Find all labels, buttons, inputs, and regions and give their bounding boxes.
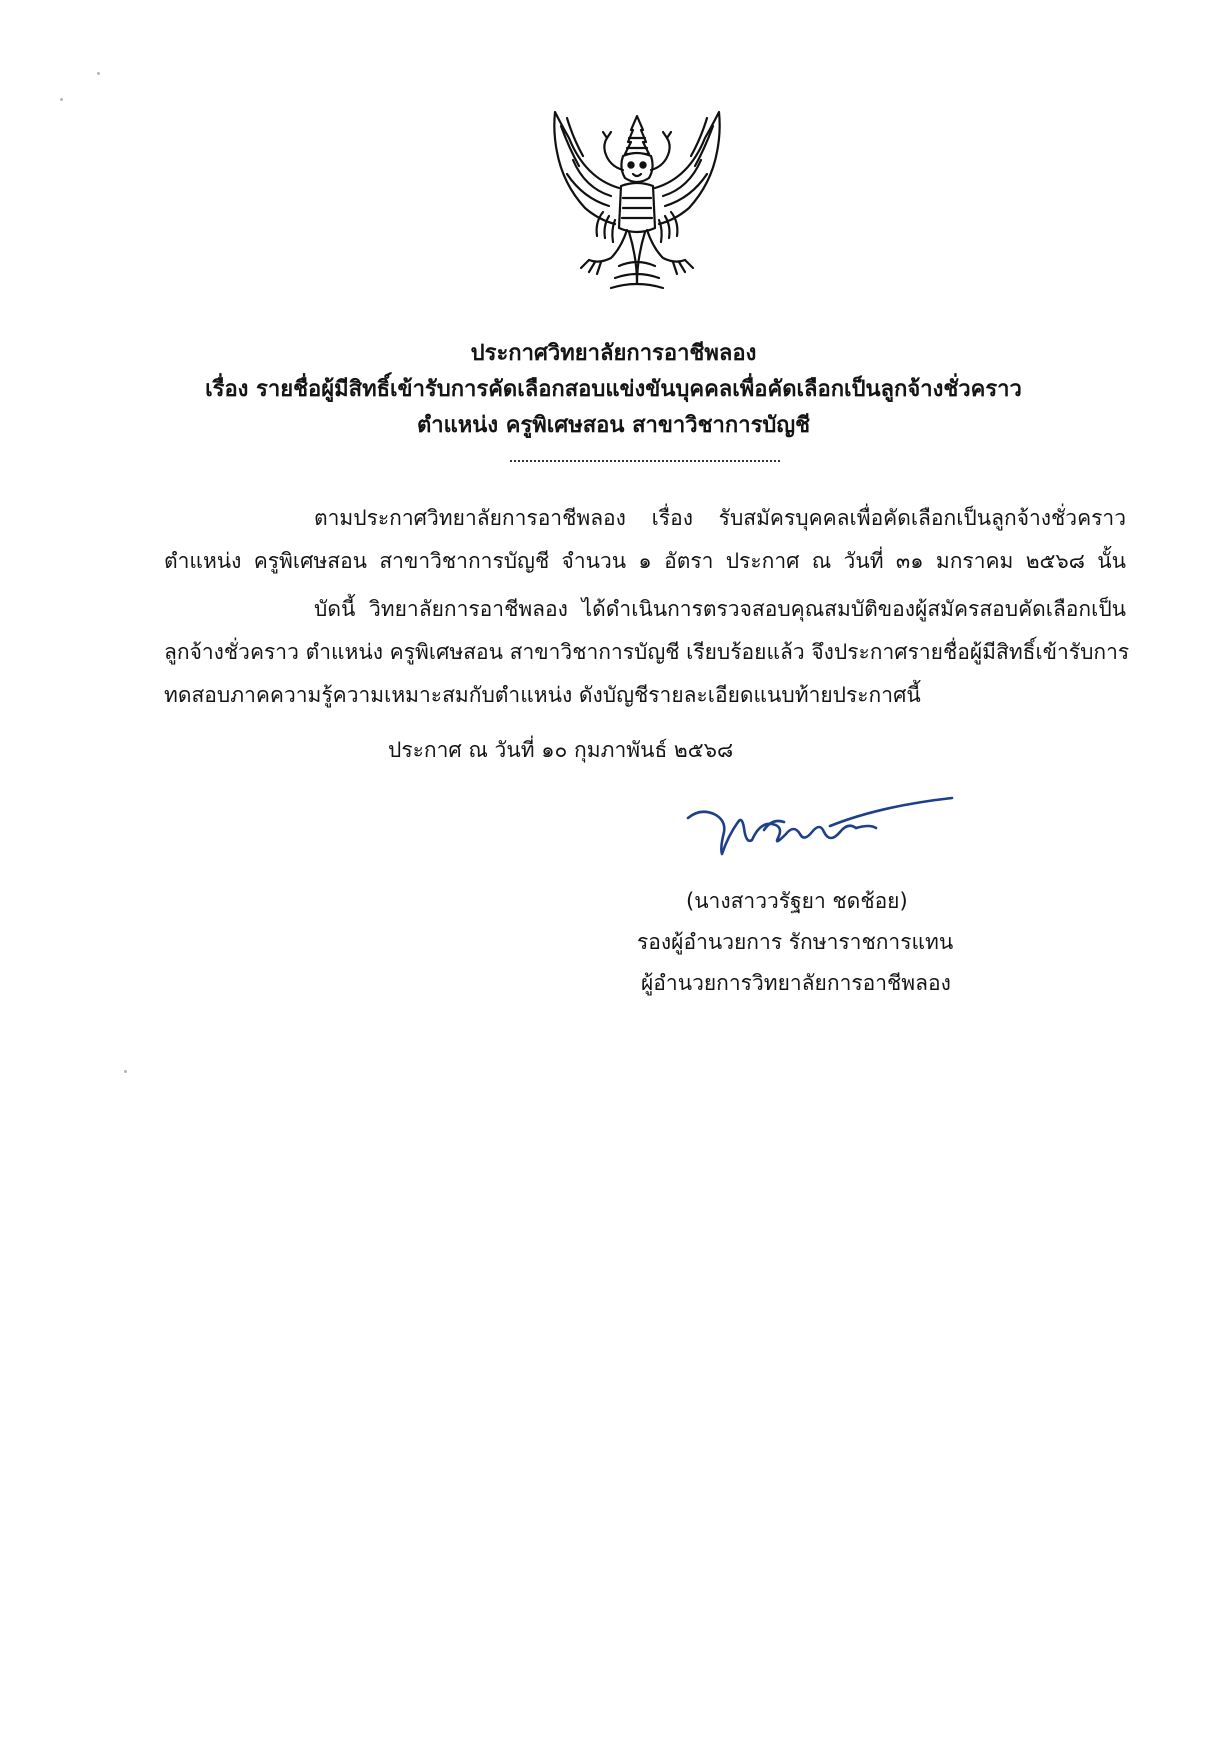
announcement-title: ประกาศวิทยาลัยการอาชีพลอง [470, 341, 757, 366]
paragraph1-line1: ตามประกาศวิทยาลัยการอาชีพลอง เรื่อง รับสมัครบุคคลเพื่อคัดเลือกเป็นลูกจ้างชั่วคราว [314, 506, 1126, 530]
paragraph2-line2: ลูกจ้างชั่วคราว ตำแหน่ง ครูพิเศษสอน สาขาวิชาการบัญชี เรียบร้อยแล้ว จึงประกาศรายชื่อผู้มีสิทธิ์เข้ารับการ [164, 640, 1130, 664]
announcement-date: ประกาศ ณ วันที่ ๑๐ กุมภาพันธ์ ๒๕๖๘ [388, 738, 734, 762]
paragraph1-line2: ตำแหน่ง ครูพิเศษสอน สาขาวิชาการบัญชี จำนวน ๑ อัตรา ประกาศ ณ วันที่ ๓๑ มกราคม ๒๕๖๘ นั้น [164, 549, 1126, 573]
announcement-position: ตำแหน่ง ครูพิเศษสอน สาขาวิชาการบัญชี [416, 413, 811, 438]
paragraph2-line3: ทดสอบภาคความรู้ความเหมาะสมกับตำแหน่ง ดังบัญชีรายละเอียดแนบท้ายประกาศนี้ [164, 683, 921, 707]
dotted-separator [510, 460, 780, 462]
signatory-position-acting: รองผู้อำนวยการ รักษาราชการแทน [637, 930, 954, 954]
signatory-name: (นางสาววรัฐยา ชดช้อย) [686, 889, 908, 913]
scan-speck [60, 98, 63, 101]
paragraph2-line1: บัดนี้ วิทยาลัยการอาชีพลอง ได้ดำเนินการตรวจสอบคุณสมบัติของผู้สมัครสอบคัดเลือกเป็น [314, 597, 1126, 621]
scan-speck [124, 1070, 127, 1073]
signatory-position-director: ผู้อำนวยการวิทยาลัยการอาชีพลอง [641, 971, 951, 995]
scan-speck [97, 72, 100, 75]
thai-garuda-emblem-icon [549, 108, 725, 294]
handwritten-signature [680, 788, 955, 868]
announcement-subject: เรื่อง รายชื่อผู้มีสิทธิ์เข้ารับการคัดเลือกสอบแข่งขันบุคคลเพื่อคัดเลือกเป็นลูกจ้างชั่วคราว [205, 377, 1022, 402]
